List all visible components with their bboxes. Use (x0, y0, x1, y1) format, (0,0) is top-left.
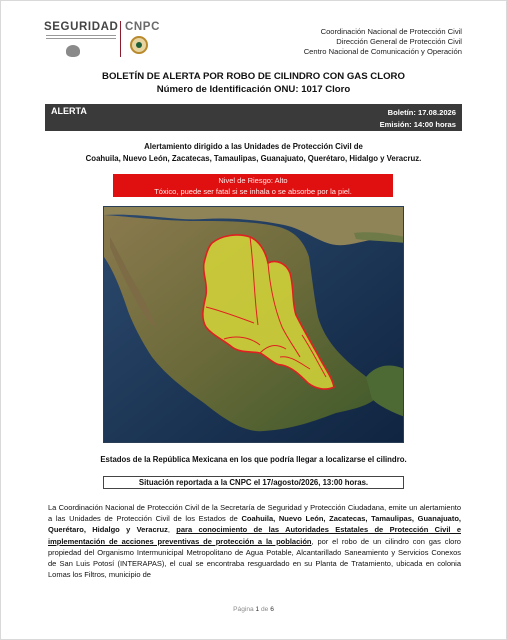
alert-bar (45, 104, 462, 131)
risk-level-box (113, 174, 393, 197)
title-un-number: Número de Identificación ONU: 1017 Cloro (156, 84, 351, 95)
org-line-2: Dirección General de Protección Civil (336, 37, 462, 46)
map-graphic (104, 207, 404, 443)
title-main: BOLETÍN DE ALERTA POR ROBO DE CILINDRO CON GAS CLORO (102, 71, 405, 82)
page-total: 6 (270, 606, 274, 613)
alert-meta (380, 107, 456, 131)
organization-lines (304, 27, 462, 57)
body-continuation: , por el robo de un cilindro con gas cloro propiedad del Organismo Intermunicipal Metropolitano de Agua Potable, Alcantarillado Saneamiento y Servicios Conexos de San Luis Potosí (INTERAPAS), el cual se encontraba resguardado en su Planta de Tratamiento, ubicada en colonia Lomas los Filtros, municipio de (48, 536, 461, 580)
alerting-line-2: Coahuila, Nuevo León, Zacatecas, Tamaulipas, Guanajuato, Querétaro, Hidalgo y Veracruz. (85, 154, 422, 163)
seguridad-logo-text: SEGURIDAD (44, 21, 119, 33)
alert-label: ALERTA (51, 106, 87, 116)
body-paragraph (48, 502, 461, 580)
footer-middle: de (259, 606, 271, 613)
bulletin-title (0, 70, 507, 96)
org-line-1: Coordinación Nacional de Protección Civil (320, 27, 462, 36)
page-footer (0, 606, 507, 613)
eagle-emblem-icon (66, 45, 80, 57)
seguridad-logo-lines (46, 35, 116, 41)
body-states: Coahuila, Nuevo León, Zacatecas, Tamaulipas, Guanajuato, Querétaro, Hidalgo y Veracruz (48, 514, 461, 535)
cnpc-seal-icon (130, 36, 148, 54)
page-current: 1 (255, 606, 260, 613)
emission-time: Emisión: 14:00 horas (379, 120, 456, 129)
body-underlined: para conocimiento de las Autoridades Estatales de Protección Civil e implementación de acciones preventivas de protección a la población (48, 525, 461, 546)
cnpc-logo-text: CNPC (125, 21, 160, 33)
org-line-3: Centro Nacional de Comunicación y Operación (303, 47, 462, 56)
body-separator: , (167, 525, 177, 535)
mexico-map (103, 206, 404, 443)
map-caption: Estados de la República Mexicana en los que podría llegar a localizarse el cilindro. (100, 455, 407, 464)
bulletin-date: Boletín: 17.08.2026 (387, 108, 456, 117)
header-logos (44, 20, 162, 60)
body-intro: La Coordinación Nacional de Protección Civil de la Secretaría de Seguridad y Protección Ciudadana, emite un alertamiento a las Unidades de Protección Civil de los Estados de (48, 503, 461, 524)
risk-description: Tóxico, puede ser fatal si se inhala o se absorbe por la piel. (154, 187, 352, 196)
report-box: Situación reportada a la CNPC el 17/agosto/2026, 13:00 horas. (103, 476, 404, 489)
alerting-targets (0, 141, 507, 165)
logo-divider (120, 21, 121, 57)
footer-prefix: Página (233, 606, 256, 613)
alerting-line-1: Alertamiento dirigido a las Unidades de Protección Civil de (144, 142, 363, 151)
risk-level: Nivel de Riesgo: Alto (218, 176, 288, 185)
